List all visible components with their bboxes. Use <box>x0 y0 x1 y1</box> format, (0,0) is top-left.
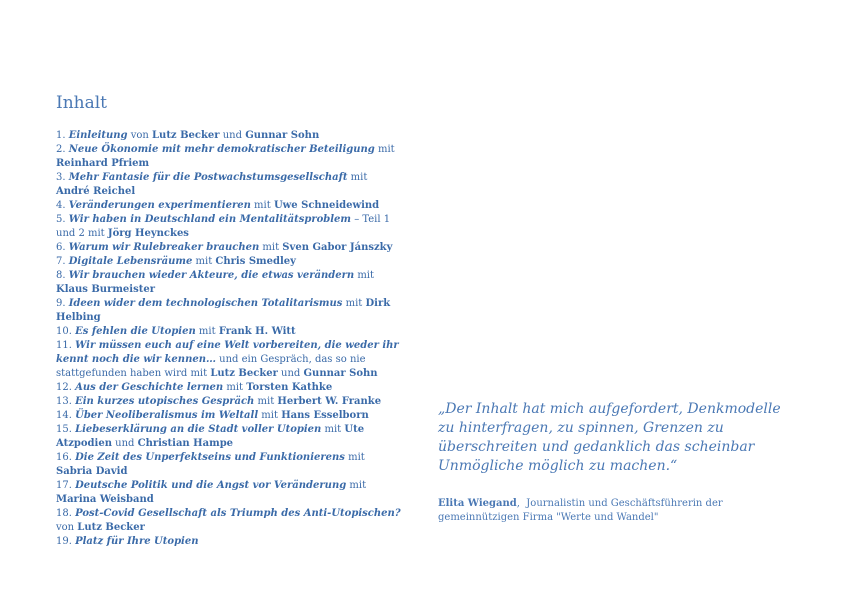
page-title: Inhalt <box>56 93 108 113</box>
toc-entry: 17. Deutsche Politik und die Angst vor Veränderung mit Marina Weisband <box>56 480 367 505</box>
toc-entry: 3. Mehr Fantasie für die Postwachstumsgesellschaft mit André Reichel <box>56 172 368 197</box>
toc-entry: 4. Veränderungen experimentieren mit Uwe Schneidewind <box>56 200 380 211</box>
attribution-name: Elita Wiegand <box>438 498 517 509</box>
toc-entry: 1. Einleitung von Lutz Becker und Gunnar Sohn <box>56 130 320 141</box>
toc-entry: 7. Digitale Lebensräume mit Chris Smedley <box>56 256 296 267</box>
toc-entry: 5. Wir haben in Deutschland ein Mentalitätsproblem – Teil 1 und 2 mit Jörg Heynckes <box>56 214 391 239</box>
toc-entry: 11. Wir müssen euch auf eine Welt vorbereiten, die weder ihr kennt noch die wir kennen… und ein Gespräch, das so nie stattgefunden haben wird mit Lutz Becker und Gunnar Sohn <box>56 340 399 379</box>
attribution-role: Journalistin und Geschäftsführerin der gemeinnützigen Firma "Werte und Wandel" <box>438 498 723 523</box>
toc-entry: 10. Es fehlen die Utopien mit Frank H. Witt <box>56 326 296 337</box>
quote-attribution: Elita Wiegand, Journalistin und Geschäftsführerin der gemeinnützigen Firma "Werte und Wandel" <box>438 498 723 523</box>
toc-entry: 19. Platz für Ihre Utopien <box>56 536 199 547</box>
toc-entry: 6. Warum wir Rulebreaker brauchen mit Sven Gabor Jánszky <box>56 242 393 253</box>
toc-entry: 9. Ideen wider dem technologischen Totalitarismus mit Dirk Helbing <box>56 298 391 323</box>
toc-entry: 14. Über Neoliberalismus im Weltall mit Hans Esselborn <box>56 410 369 421</box>
toc-entry: 18. Post-Covid Gesellschaft als Triumph des Anti-Utopischen? von Lutz Becker <box>56 508 401 533</box>
toc-entry: 2. Neue Ökonomie mit mehr demokratischer Beteiligung mit Reinhard Pfriem <box>56 144 395 169</box>
table-of-contents <box>56 129 402 549</box>
toc-entry: 13. Ein kurzes utopisches Gespräch mit Herbert W. Franke <box>56 396 382 407</box>
toc-entry: 15. Liebeserklärung an die Stadt voller Utopien mit Ute Atzpodien und Christian Hampe <box>56 424 365 449</box>
toc-entry: 16. Die Zeit des Unperfektseins und Funktionierens mit Sabria David <box>56 452 365 477</box>
toc-entry: 12. Aus der Geschichte lernen mit Torsten Kathke <box>56 382 333 393</box>
testimonial-quote: „Der Inhalt hat mich aufgefordert, Denkmodelle zu hinterfragen, zu spinnen, Grenzen zu überschreiten und gedanklich das scheinbar Unmögliche möglich zu machen.“ <box>438 401 781 474</box>
toc-entry: 8. Wir brauchen wieder Akteure, die etwas verändern mit Klaus Burmeister <box>56 270 375 295</box>
